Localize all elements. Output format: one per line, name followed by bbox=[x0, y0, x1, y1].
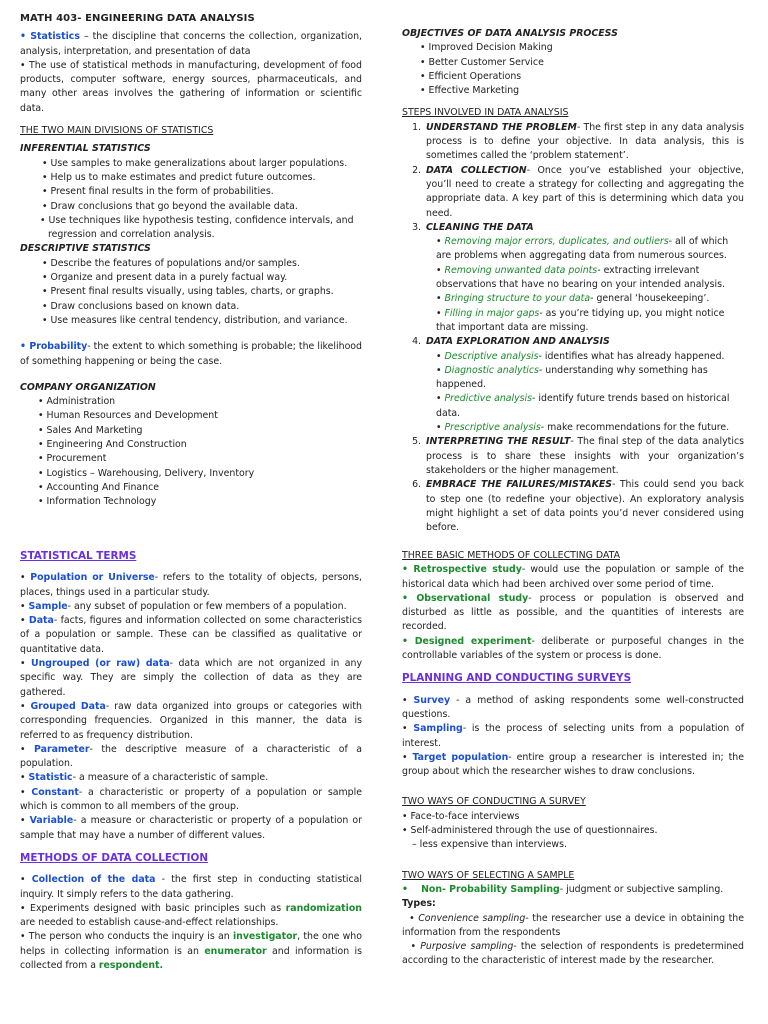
term-sample: • Sample- any subset of population or few members of a population. bbox=[20, 600, 347, 612]
column-left-top bbox=[20, 12, 362, 510]
term-statistics: Statistics bbox=[30, 31, 80, 43]
sub-item: • Removing major errors, duplicates, and outliers- all of which are problems when aggregating data from numerous sources. bbox=[436, 236, 729, 262]
list-item: • Organize and present data in a purely factual way. bbox=[42, 272, 288, 284]
term-ungrouped: • Ungrouped (or raw) data- data which are not organized in any specific way. They are simply the collection of data as they are gathered. bbox=[20, 658, 362, 698]
step-item: 1. UNDERSTAND THE PROBLEM- The first step in any data analysis process is to define your objective. In data analysis, this is sometimes called the ‘problem statement’. bbox=[424, 121, 744, 164]
column-left-bottom bbox=[20, 549, 362, 973]
sub-item: • Predictive analysis- identify future trends based on historical data. bbox=[436, 393, 730, 419]
heading-objectives: OBJECTIVES OF DATA ANALYSIS PROCESS bbox=[402, 28, 618, 39]
heading-three-methods: THREE BASIC METHODS OF COLLECTING DATA bbox=[402, 550, 621, 561]
list-item: • Procurement bbox=[38, 453, 107, 465]
step-item: 5. INTERPRETING THE RESULT- The final step of the data analytics process is to share these insights with your organization’s stakeholders or the higher management. bbox=[424, 435, 744, 478]
sub-item: • Removing unwanted data points- extracting irrelevant observations that have no bearing on your intended analysis. bbox=[436, 264, 725, 291]
list-item: • Logistics – Warehousing, Delivery, Inventory bbox=[38, 467, 255, 479]
retrospective-study: • Retrospective study- would use the population or sample of the historical data which had been archived over some period of time. bbox=[402, 564, 744, 590]
term-constant: • Constant- a characteristic or property of a population or sample which is common to all members of the group. bbox=[20, 786, 362, 813]
types-label: Types: bbox=[402, 898, 436, 910]
probability-definition: • Probability- the extent to which something is probable; the likelihood of something happening or being the case. bbox=[20, 341, 362, 367]
document-title: MATH 403- ENGINEERING DATA ANALYSIS bbox=[20, 13, 255, 24]
term-variable: • Variable- a measure or characteristic or property of a population or sample that may have a number of different values. bbox=[20, 815, 362, 841]
sub-item: • Diagnostic analytics- understanding why something has happened. bbox=[436, 364, 708, 391]
heading-statistical-terms: STATISTICAL TERMS bbox=[20, 550, 137, 562]
list-item: • Draw conclusions that go beyond the available data. bbox=[42, 200, 298, 212]
heading-company: COMPANY ORGANIZATION bbox=[20, 381, 156, 393]
heading-planning: PLANNING AND CONDUCTING SURVEYS bbox=[402, 672, 632, 685]
sub-item: • Bringing structure to your data- general ‘housekeeping’. bbox=[436, 293, 710, 305]
collection-definition: • Collection of the data - the first step in conducting statistical inquiry. It simply refers to the data gathering. bbox=[20, 874, 362, 900]
step-item: 3. CLEANING THE DATA • Removing major errors, duplicates, and outliers- all of which are problems when aggregating data from numerous sources. • Removing unwanted data points- extracting irrelevant observations that have no bearing on your intended analysis. • Bringing structure to your data- general ‘housekeeping’. • Filling in major gaps- as you’re tidying up, you might notice that important data are missing. bbox=[424, 221, 744, 335]
step-item: 6. EMBRACE THE FAILURES/MISTAKES- This could send you back to step one (to redefine your objective). An exploratory analysis might highlight a set of data points you’d never considered using before. bbox=[424, 478, 744, 535]
list-item: • Sales And Marketing bbox=[38, 424, 143, 436]
heading-two-sample: TWO WAYS OF SELECTING A SAMPLE bbox=[402, 869, 575, 881]
observational-study: • Observational study- process or population is observed and disturbed as little as possible, and the quantities of interests are recorded. bbox=[402, 592, 744, 633]
column-right-top bbox=[402, 27, 744, 535]
statistics-definition: • Statistics – the discipline that concerns the collection, organization, analysis, interpretation, and presentation of data bbox=[20, 31, 362, 57]
list-item: • Information Technology bbox=[38, 496, 157, 508]
list-item: • Draw conclusions based on known data. bbox=[42, 300, 240, 312]
steps-list bbox=[402, 121, 744, 536]
survey-definition: • Survey - a method of asking respondents some well-constructed questions. bbox=[402, 694, 745, 720]
company-list bbox=[20, 395, 362, 509]
list-item: • Use samples to make generalizations about larger populations. bbox=[42, 157, 348, 169]
list-item: • Better Customer Service bbox=[420, 56, 544, 68]
term-statistic: • Statistic- a measure of a characteristic of sample. bbox=[20, 772, 269, 784]
convenience-sampling: • Convenience sampling- the researcher use a device in obtaining the information from the respondents bbox=[402, 912, 744, 938]
experiments-text: • Experiments designed with basic principles such as randomization are needed to establish cause-and-effect relationships. bbox=[20, 902, 362, 929]
list-item: • Describe the features of populations and/or samples. bbox=[42, 257, 300, 269]
term-probability: Probability bbox=[29, 341, 88, 353]
list-item: – less expensive than interviews. bbox=[412, 839, 567, 851]
list-item: • Effective Marketing bbox=[420, 85, 520, 97]
list-item: • Face-to-face interviews bbox=[402, 810, 520, 822]
heading-inferential: INFERENTIAL STATISTICS bbox=[20, 143, 151, 155]
person-text: • The person who conducts the inquiry is an investigator, the one who helps in collecting information is an enumerator and information is collected from a respondent. bbox=[20, 931, 362, 972]
designed-experiment: • Designed experiment- deliberate or purposeful changes in the controllable variables of the system or process is done. bbox=[402, 635, 744, 662]
step-item: 4. DATA EXPLORATION AND ANALYSIS • Descriptive analysis- identifies what has already happened. • Diagnostic analytics- understanding why something has happened. • Predictive analysis- identify future trends based on historical data. • Prescriptive analysis- make recommendations for the future. bbox=[424, 335, 744, 435]
descriptive-list bbox=[20, 257, 362, 328]
purposive-sampling: • Purposive sampling- the selection of respondents is predetermined according to the characteristic of interest made by the researcher. bbox=[402, 941, 744, 967]
heading-methods: METHODS OF DATA COLLECTION bbox=[20, 851, 209, 864]
heading-steps: STEPS INVOLVED IN DATA ANALYSIS bbox=[402, 107, 569, 119]
list-item: • Improved Decision Making bbox=[420, 42, 553, 54]
list-item: • Efficient Operations bbox=[420, 70, 522, 82]
list-item: • Use measures like central tendency, distribution, and variance. bbox=[42, 314, 348, 326]
column-right-bottom bbox=[402, 549, 744, 969]
list-item: • Self-administered through the use of questionnaires. bbox=[402, 825, 658, 837]
target-population-definition: • Target population- entire group a researcher is interested in; the group about which the researcher wishes to draw conclusions. bbox=[402, 751, 745, 778]
term-data: • Data- facts, figures and information collected on some characteristics of a population or sample. These can be classified as qualitative or quantitative data. bbox=[20, 615, 363, 655]
term-grouped: • Grouped Data- raw data organized into groups or categories with corresponding frequencies. Organized in this manner, the data is referred to as frequency distribution. bbox=[20, 700, 362, 741]
list-item: • Use techniques like hypothesis testing, confidence intervals, and regression and correlation analysis. bbox=[40, 214, 354, 241]
inferential-list bbox=[20, 157, 362, 243]
step-item: 2. DATA COLLECTION- Once you’ve established your objective, you’ll need to create a strategy for collecting and aggregating the appropriate data. A key part of this is determining which data you need. bbox=[424, 164, 744, 221]
statistics-use: • The use of statistical methods in manufacturing, development of food products, computer software, energy sources, pharmaceuticals, and many other areas involves the gathering of information or scientific data. bbox=[20, 59, 362, 114]
heading-two-survey: TWO WAYS OF CONDUCTING A SURVEY bbox=[402, 796, 586, 808]
non-probability-sampling: • Non- Probability Sampling- judgment or subjective sampling. bbox=[402, 883, 724, 895]
term-population: • Population or Universe- refers to the totality of objects, persons, places, things used in a particular study. bbox=[20, 572, 363, 598]
term-parameter: • Parameter- the descriptive measure of a characteristic of a population. bbox=[20, 743, 362, 770]
sub-item: • Descriptive analysis- identifies what has already happened. bbox=[436, 350, 725, 362]
sampling-definition: • Sampling- is the process of selecting units from a population of interest. bbox=[402, 723, 744, 749]
heading-descriptive: DESCRIPTIVE STATISTICS bbox=[20, 243, 151, 255]
list-item: • Present final results visually, using tables, charts, or graphs. bbox=[42, 286, 334, 298]
list-item: • Help us to make estimates and predict future outcomes. bbox=[42, 171, 316, 183]
list-item: • Administration bbox=[38, 396, 116, 408]
list-item: • Engineering And Construction bbox=[38, 439, 187, 451]
objectives-list bbox=[402, 41, 744, 98]
list-item: • Present final results in the form of probabilities. bbox=[42, 186, 274, 198]
heading-divisions: THE TWO MAIN DIVISIONS OF STATISTICS bbox=[20, 125, 214, 137]
sub-item: • Prescriptive analysis- make recommendations for the future. bbox=[436, 422, 730, 434]
list-item: • Accounting And Finance bbox=[38, 481, 159, 493]
list-item: • Human Resources and Development bbox=[38, 410, 218, 422]
sub-item: • Filling in major gaps- as you’re tidying up, you might notice that important data are missing. bbox=[436, 307, 725, 333]
